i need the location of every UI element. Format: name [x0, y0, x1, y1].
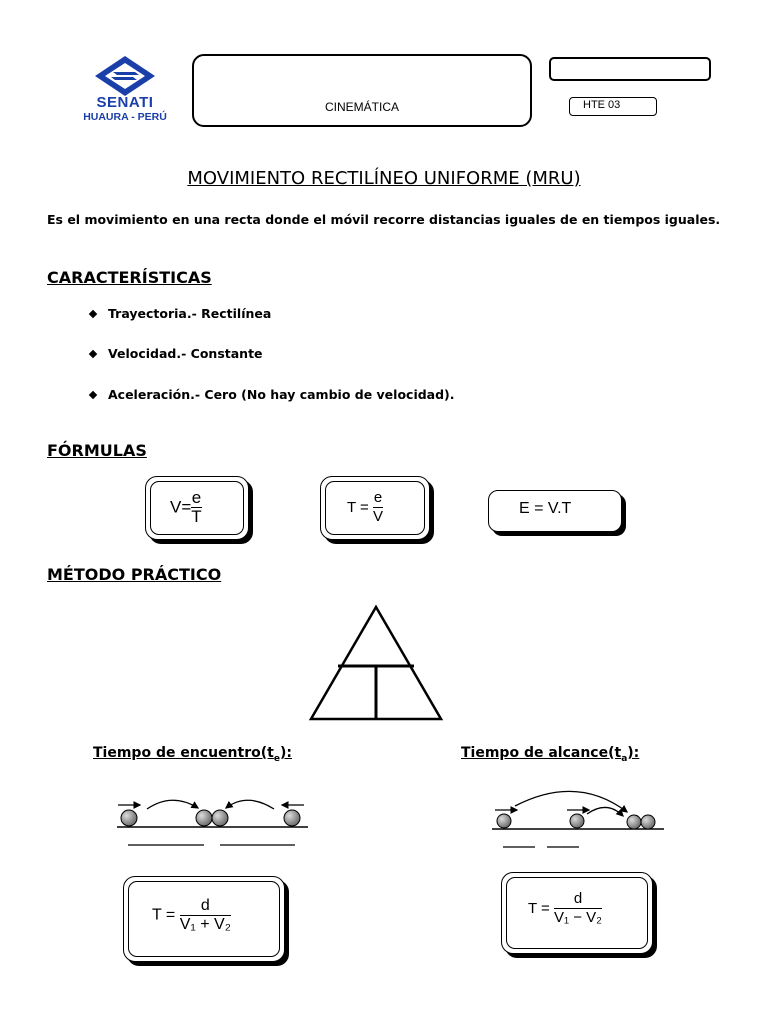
diamond-bullet-icon: [89, 310, 97, 318]
formula-encuentro: T = $\frac{d}{\text{V₁ + V₂}}$: [123, 876, 285, 962]
alcance-heading: Tiempo de $alcance(t_a)$:: [461, 745, 640, 764]
page-title: MOVIMIENTO RECTILÍNEO UNIFORME (MRU): [187, 168, 581, 189]
logo-place: HUAURA - PERÚ: [83, 111, 167, 123]
alcance-diagram: [487, 782, 667, 854]
encuentro-heading: Tiempo de $encuentro(t_e)$:: [93, 745, 292, 764]
code-label: HTE 03: [583, 99, 621, 111]
section-metodo-practico: MÉTODO PRÁCTICO: [47, 565, 222, 584]
formula-time: T = $\frac{e}{V}$: [320, 476, 430, 540]
list-item: Velocidad.- Constante: [90, 346, 263, 361]
section-caracteristicas: CARACTERÍSTICAS: [47, 268, 212, 287]
logo-name: SENATI: [96, 94, 154, 111]
diamond-bullet-icon: [89, 391, 97, 399]
header-title-box: [192, 54, 532, 127]
list-item: Aceleración.- Cero (No hay cambio de velocidad).: [90, 387, 455, 402]
section-formulas: FÓRMULAS: [47, 441, 147, 460]
diamond-bullet-icon: [89, 350, 97, 358]
list-item: Trayectoria.- Rectilínea: [90, 306, 271, 321]
formula-alcance: T = $\frac{d}{\text{V₁ − V₂}}$: [501, 872, 653, 954]
intro-paragraph: Es el movimiento en una recta donde el móvil recorre distancias iguales de en tiempos iguales.: [47, 212, 721, 227]
formula-velocity: V= $\frac{e}{T}$: [145, 476, 249, 540]
formula-distance: E = V.T: [488, 490, 622, 532]
encuentro-diagram: [112, 792, 312, 852]
subject-label: CINEMÁTICA: [324, 100, 399, 114]
practical-triangle-diagram: [306, 604, 446, 722]
header-blank-box: [549, 57, 711, 81]
